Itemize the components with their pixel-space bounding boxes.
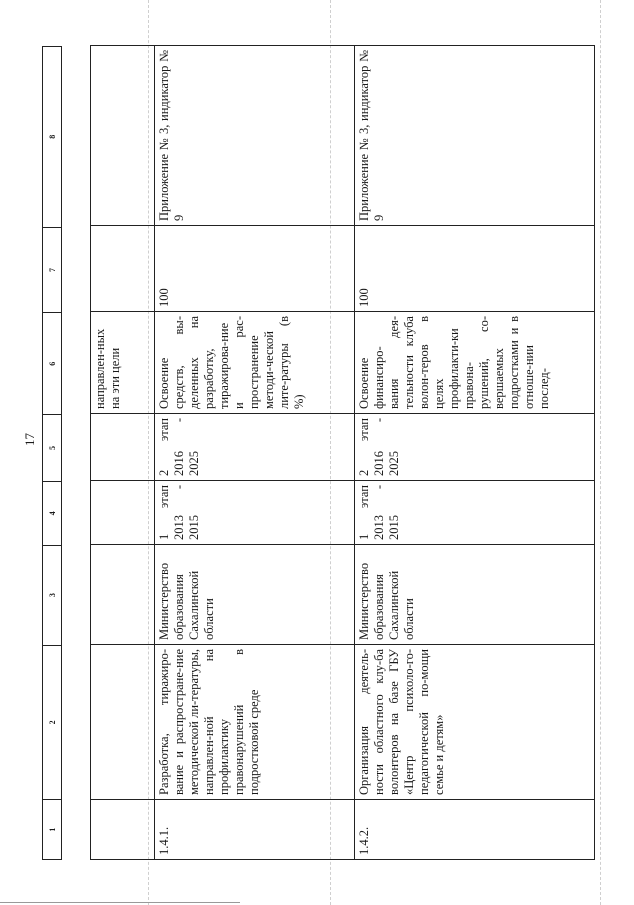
col-number-1: 1 bbox=[43, 799, 61, 859]
cell-number: 1.4.2. bbox=[355, 800, 595, 860]
cell-activity: Организация деятель-ности областного клу-ба волонтеров на базе ГБУ «Центр психоло-го-педагогической по-мощи семье и детям» bbox=[355, 645, 595, 800]
table-row bbox=[355, 46, 595, 860]
cell-stage-2: 2 этап 2016 - 2025 bbox=[355, 414, 595, 481]
cell-activity: Разработка, тиражиро-вание и распростране-ние методической ли-тературы, направлен-ной на профилактику правонарушений в подростковой среде bbox=[155, 645, 355, 800]
cell-note: Приложение № 3, индикатор № 9 bbox=[355, 46, 595, 226]
cell-number: 1.4.1. bbox=[155, 800, 355, 860]
rotated-table bbox=[42, 46, 597, 860]
col-number-7: 7 bbox=[43, 227, 61, 313]
cell-indicator: Освоение средств, вы-деленных на разработку, тиражирова-ние и рас-пространение методи-ческой лите-ратуры (в %) bbox=[155, 312, 355, 414]
cell-stage-2: 2 этап 2016 - 2025 bbox=[155, 414, 355, 481]
cell-indicator: направлен-ных на эти цели bbox=[91, 312, 155, 414]
fold-line bbox=[600, 0, 601, 905]
cell-value: 100 bbox=[155, 226, 355, 312]
page-number: 17 bbox=[22, 433, 37, 446]
cell-stage-1: 1 этап 2013 - 2015 bbox=[155, 481, 355, 545]
cell-note: Приложение № 3, индикатор № 9 bbox=[155, 46, 355, 226]
col-number-8: 8 bbox=[47, 134, 57, 139]
cell-stage-1: 1 этап 2013 - 2015 bbox=[355, 481, 595, 545]
column-number-header bbox=[42, 46, 62, 860]
col-number-3: 3 bbox=[43, 545, 61, 645]
cell-indicator: Освоение финансиро-вания дея-тельности клуба волон-теров в целях профилакти-ки правона-рушений, со-вершаемых подростками и в отноше-нии послед- bbox=[355, 312, 595, 414]
cell-value: 100 bbox=[355, 226, 595, 312]
cell-executor: Министерство образования Сахалинской области bbox=[355, 545, 595, 645]
page-edge-line bbox=[0, 902, 240, 903]
col-number-2: 2 bbox=[43, 645, 61, 800]
program-table bbox=[90, 45, 595, 860]
table-row-continued bbox=[91, 46, 155, 860]
cell-executor: Министерство образования Сахалинской области bbox=[155, 545, 355, 645]
col-number-6: 6 bbox=[43, 312, 61, 414]
col-number-4: 4 bbox=[43, 481, 61, 545]
table-row bbox=[155, 46, 355, 860]
col-number-5: 5 bbox=[43, 414, 61, 481]
